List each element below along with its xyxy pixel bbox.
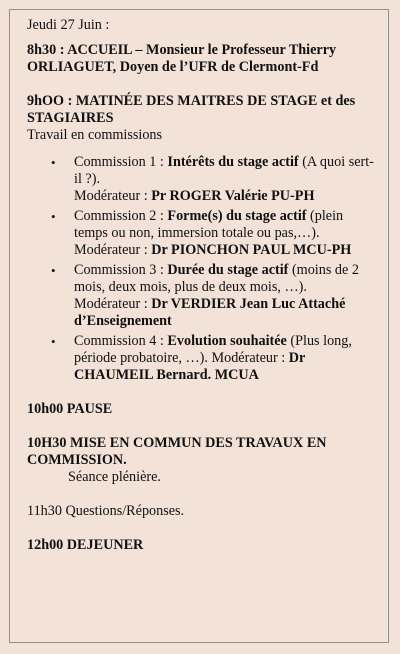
moderator-label: Modérateur : bbox=[74, 188, 152, 204]
commission-label: Commission 1 : bbox=[74, 154, 168, 170]
commission-label: Commission 3 : bbox=[74, 262, 168, 278]
accueil-title: 8h30 : ACCUEIL bbox=[27, 42, 132, 58]
commission-topic: Intérêts du stage actif bbox=[167, 154, 299, 170]
moderator-label: Modérateur : bbox=[74, 296, 152, 312]
commission-list bbox=[27, 154, 376, 384]
list-item bbox=[27, 154, 376, 205]
commission-topic: Forme(s) du stage actif bbox=[167, 208, 307, 224]
commission-detail: (Plus long, période probatoire, …). bbox=[74, 333, 352, 366]
bullet-icon: • bbox=[51, 263, 56, 278]
moderator-name: Dr PIONCHON PAUL MCU-PH bbox=[151, 242, 352, 258]
accueil-block bbox=[27, 42, 376, 76]
moderator-label: Modérateur : bbox=[207, 350, 289, 366]
pause-text: 10h00 PAUSE bbox=[27, 401, 113, 417]
matinee-subtitle: Travail en commissions bbox=[27, 127, 163, 143]
moderator-name: Dr CHAUMEIL Bernard. MCUA bbox=[74, 350, 306, 383]
questions-block bbox=[27, 503, 376, 520]
bullet-icon: • bbox=[51, 155, 56, 170]
questions-text: 11h30 Questions/Réponses. bbox=[27, 503, 185, 519]
list-item bbox=[27, 262, 376, 330]
moderator-name: Dr VERDIER Jean Luc Attaché d’Enseignement bbox=[74, 296, 346, 329]
commission-detail: (moins de 2 mois, deux mois, plus de deux mois, …). bbox=[74, 262, 359, 295]
mise-en-commun-title: 10H30 MISE EN COMMUN DES TRAVAUX EN COMMISSION. bbox=[27, 435, 327, 468]
commission-topic: Durée du stage actif bbox=[167, 262, 289, 278]
dejeuner-text: 12h00 DEJEUNER bbox=[27, 537, 144, 553]
matinee-title: 9hOO : MATINÉE DES MAITRES DE STAGE et des STAGIAIRES bbox=[27, 93, 356, 126]
list-item bbox=[27, 333, 376, 384]
commission-topic: Evolution souhaitée bbox=[167, 333, 287, 349]
program-content bbox=[27, 17, 376, 554]
commission-label: Commission 4 : bbox=[74, 333, 168, 349]
pause-block bbox=[27, 401, 376, 418]
mise-en-commun-block bbox=[27, 435, 376, 486]
bullet-icon: • bbox=[51, 209, 56, 224]
matinee-block bbox=[27, 93, 376, 144]
bullet-icon: • bbox=[51, 334, 56, 349]
list-item bbox=[27, 208, 376, 259]
dejeuner-block bbox=[27, 537, 376, 554]
program-frame bbox=[9, 9, 389, 643]
commission-detail: (plein temps ou non, immersion totale ou pas,…). bbox=[74, 208, 344, 241]
accueil-description: – Monsieur le Professeur Thierry ORLIAGUET, Doyen de l’UFR de Clermont-Fd bbox=[27, 42, 337, 75]
mise-en-commun-sub: Séance plénière. bbox=[68, 469, 161, 485]
moderator-name: Pr ROGER Valérie PU-PH bbox=[151, 188, 315, 204]
date-heading: Jeudi 27 Juin : bbox=[27, 17, 110, 33]
moderator-label: Modérateur : bbox=[74, 242, 152, 258]
commission-detail: (A quoi sert-il ?). bbox=[74, 154, 374, 187]
commission-label: Commission 2 : bbox=[74, 208, 168, 224]
